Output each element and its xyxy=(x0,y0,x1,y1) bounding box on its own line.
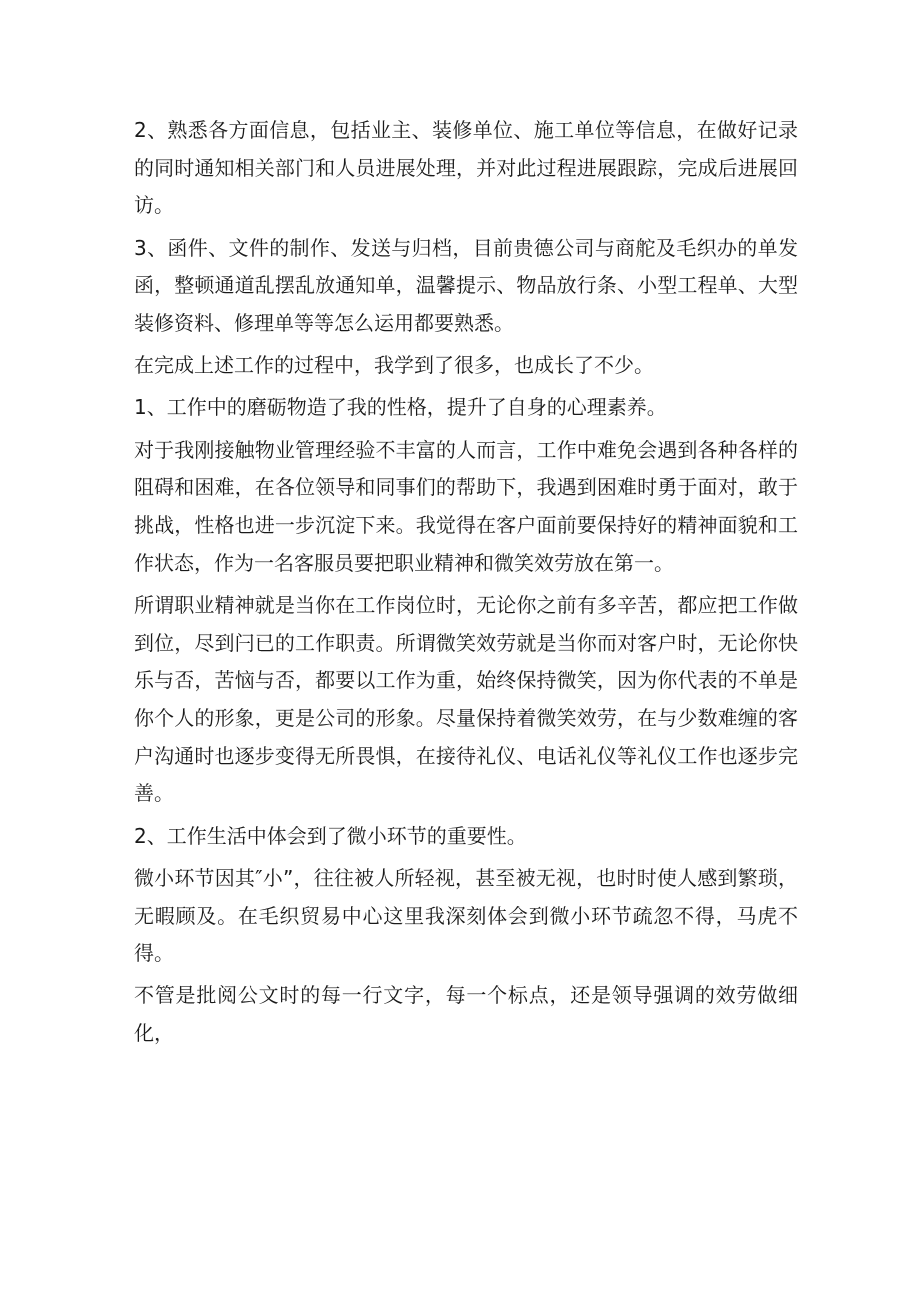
paragraph-item-2-info: 2、熟悉各方面信息，包括业主、装修单位、施工单位等信息，在做好记录的同时通知相关部门和人员进展处理，并对此过程进展跟踪，完成后进展回访。 xyxy=(134,118,798,218)
paragraph-item-3-documents: 3、函件、文件的制作、发送与归档，目前贵德公司与商舵及毛织办的单发函，整顿通道乱摆乱放通知单，温馨提示、物品放行条、小型工程单、大型装修资料、修理单等等怎么运用都要熟悉。 xyxy=(134,235,798,336)
paragraph-character-growth: 对于我刚接触物业管理经验不丰富的人而言，工作中难免会遇到各种各样的阻碍和困难，在各位领导和同事们的帮助下，我遇到困难时勇于面对，敢于挑战，性格也进一步沉淀下来。我觉得在客户面前要保持好的精神面貌和工作状态，作为一名客服员要把职业精神和微笑效劳放在第一。 xyxy=(134,437,798,575)
document-body xyxy=(134,112,798,1057)
paragraph-learning-summary: 在完成上述工作的过程中，我学到了很多，也成长了不少。 xyxy=(134,353,654,378)
paragraph-professional-spirit: 所谓职业精神就是当你在工作岗位时，无论你之前有多辛苦，都应把工作做到位，尽到闩已的工作职责。所谓微笑效劳就是当你而对客户时，无论你快乐与否，苦恼与否，都要以工作为重，始终保持微笑，因为你代表的不单是你个人的形象，更是公司的形象。尽量保持着微笑效劳，在与少数难缠的客户沟通时也逐步变得无所畏惧，在接待礼仪、电话礼仪等礼仪工作也逐步完善。 xyxy=(134,592,798,806)
paragraph-heading-details: 2、工作生活中体会到了微小环节的重要性。 xyxy=(134,823,527,848)
paragraph-heading-character: 1、工作中的磨砺物造了我的性格，提升了自身的心理素养。 xyxy=(134,395,667,420)
paragraph-small-details: 微小环节因其″小”，往往被人所轻视，甚至被无视，也时时使人感到繁琐，无暇顾及。在毛织贸易中心这里我深刻体会到微小环节疏忽不得，马虎不得。 xyxy=(134,865,798,966)
paragraph-document-review: 不管是批阅公文时的每一行文字，每一个标点，还是领导强调的效劳做细化， xyxy=(134,983,798,1046)
